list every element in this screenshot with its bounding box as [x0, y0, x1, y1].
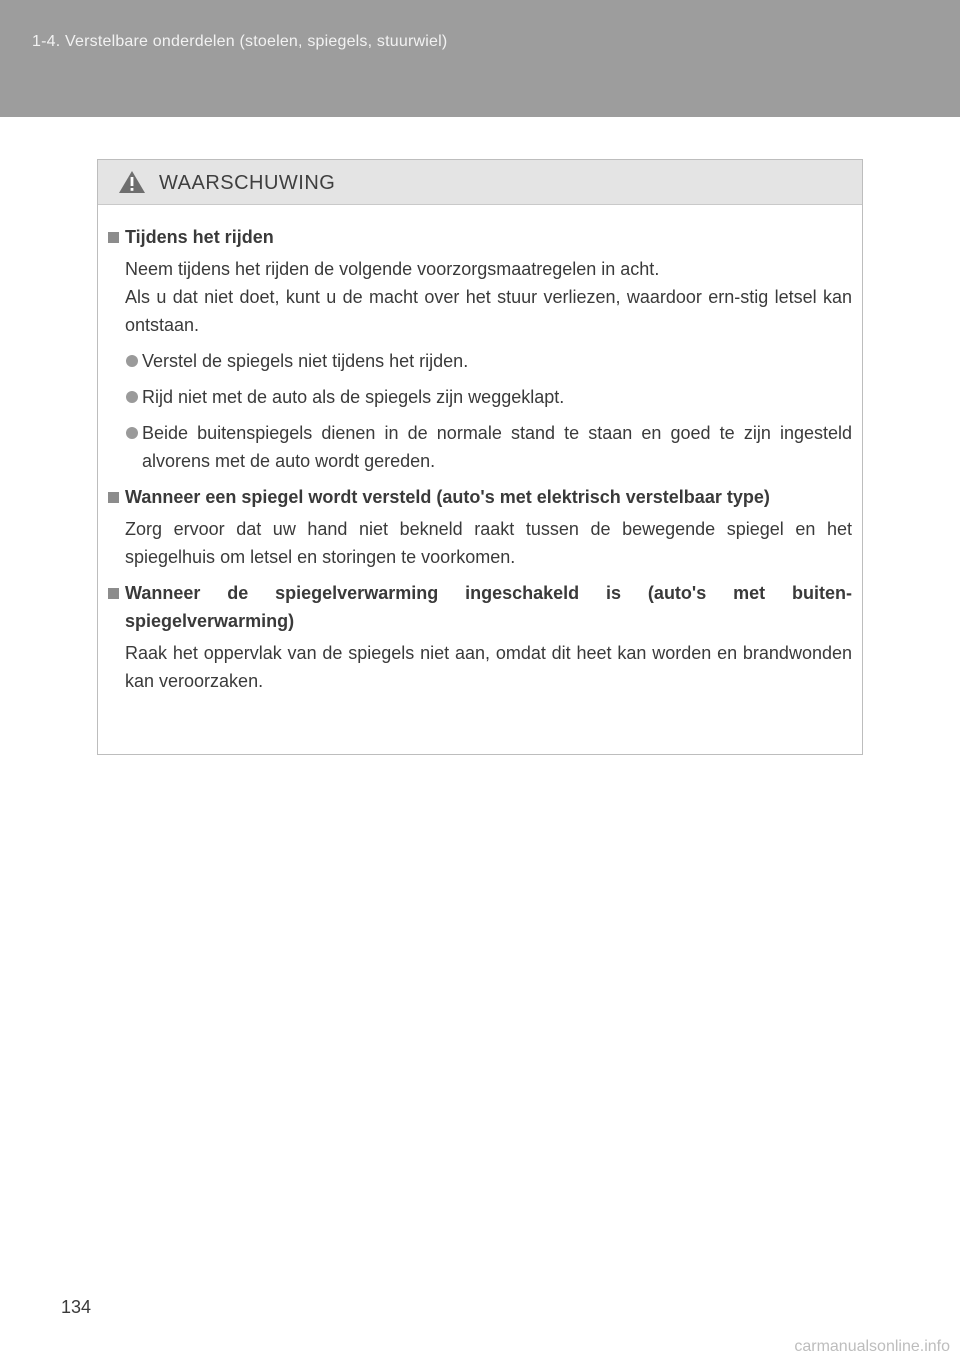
bullet-text: Beide buitenspiegels dienen in de normale stand te staan en goed te zijn ingesteld alvorens met de auto wordt gereden. — [142, 423, 852, 471]
warning-section — [106, 223, 852, 475]
bullet-item — [106, 419, 852, 475]
header-band — [0, 0, 960, 117]
warning-triangle-icon — [118, 170, 146, 194]
square-bullet-icon — [108, 232, 119, 243]
square-bullet-icon — [108, 492, 119, 503]
bullet-text: Verstel de spiegels niet tijdens het rijden. — [142, 351, 469, 371]
warning-body — [98, 205, 862, 695]
section-heading — [106, 223, 852, 251]
round-bullet-icon — [126, 355, 138, 367]
warning-box — [97, 159, 863, 755]
warning-section — [106, 579, 852, 695]
paragraph: Raak het oppervlak van de spiegels niet aan, omdat dit heet kan worden en brandwonden kan veroorzaken. — [125, 643, 852, 691]
warning-section — [106, 483, 852, 571]
section-heading-text: Wanneer een spiegel wordt versteld (auto's met elektrisch verstelbaar type) — [125, 487, 770, 507]
round-bullet-icon — [126, 427, 138, 439]
section-heading-text: Tijdens het rijden — [125, 227, 274, 247]
paragraph: Zorg ervoor dat uw hand niet bekneld raakt tussen de bewegende spiegel en het spiegelhuis om letsel en storingen te voorkomen. — [125, 519, 852, 567]
bullet-item — [106, 347, 852, 375]
paragraph: Als u dat niet doet, kunt u de macht over het stuur verliezen, waardoor ern-stig letsel kan ontstaan. — [125, 287, 852, 335]
section-heading — [106, 483, 852, 511]
section-heading — [106, 579, 852, 635]
warning-title: WAARSCHUWING — [159, 172, 336, 194]
page-number: 134 — [61, 1297, 92, 1317]
warning-header — [98, 160, 862, 205]
section-heading-text: Wanneer de spiegelverwarming ingeschakeld is (auto's met buiten-spiegelverwarming) — [125, 583, 852, 631]
section-header-title: 1-4. Verstelbare onderdelen (stoelen, spiegels, stuurwiel) — [32, 33, 448, 50]
bullet-item — [106, 383, 852, 411]
paragraph: Neem tijdens het rijden de volgende voorzorgsmaatregelen in acht. — [125, 259, 660, 279]
round-bullet-icon — [126, 391, 138, 403]
bullet-text: Rijd niet met de auto als de spiegels zijn weggeklapt. — [142, 387, 565, 407]
watermark: carmanualsonline.info — [794, 1338, 950, 1355]
square-bullet-icon — [108, 588, 119, 599]
